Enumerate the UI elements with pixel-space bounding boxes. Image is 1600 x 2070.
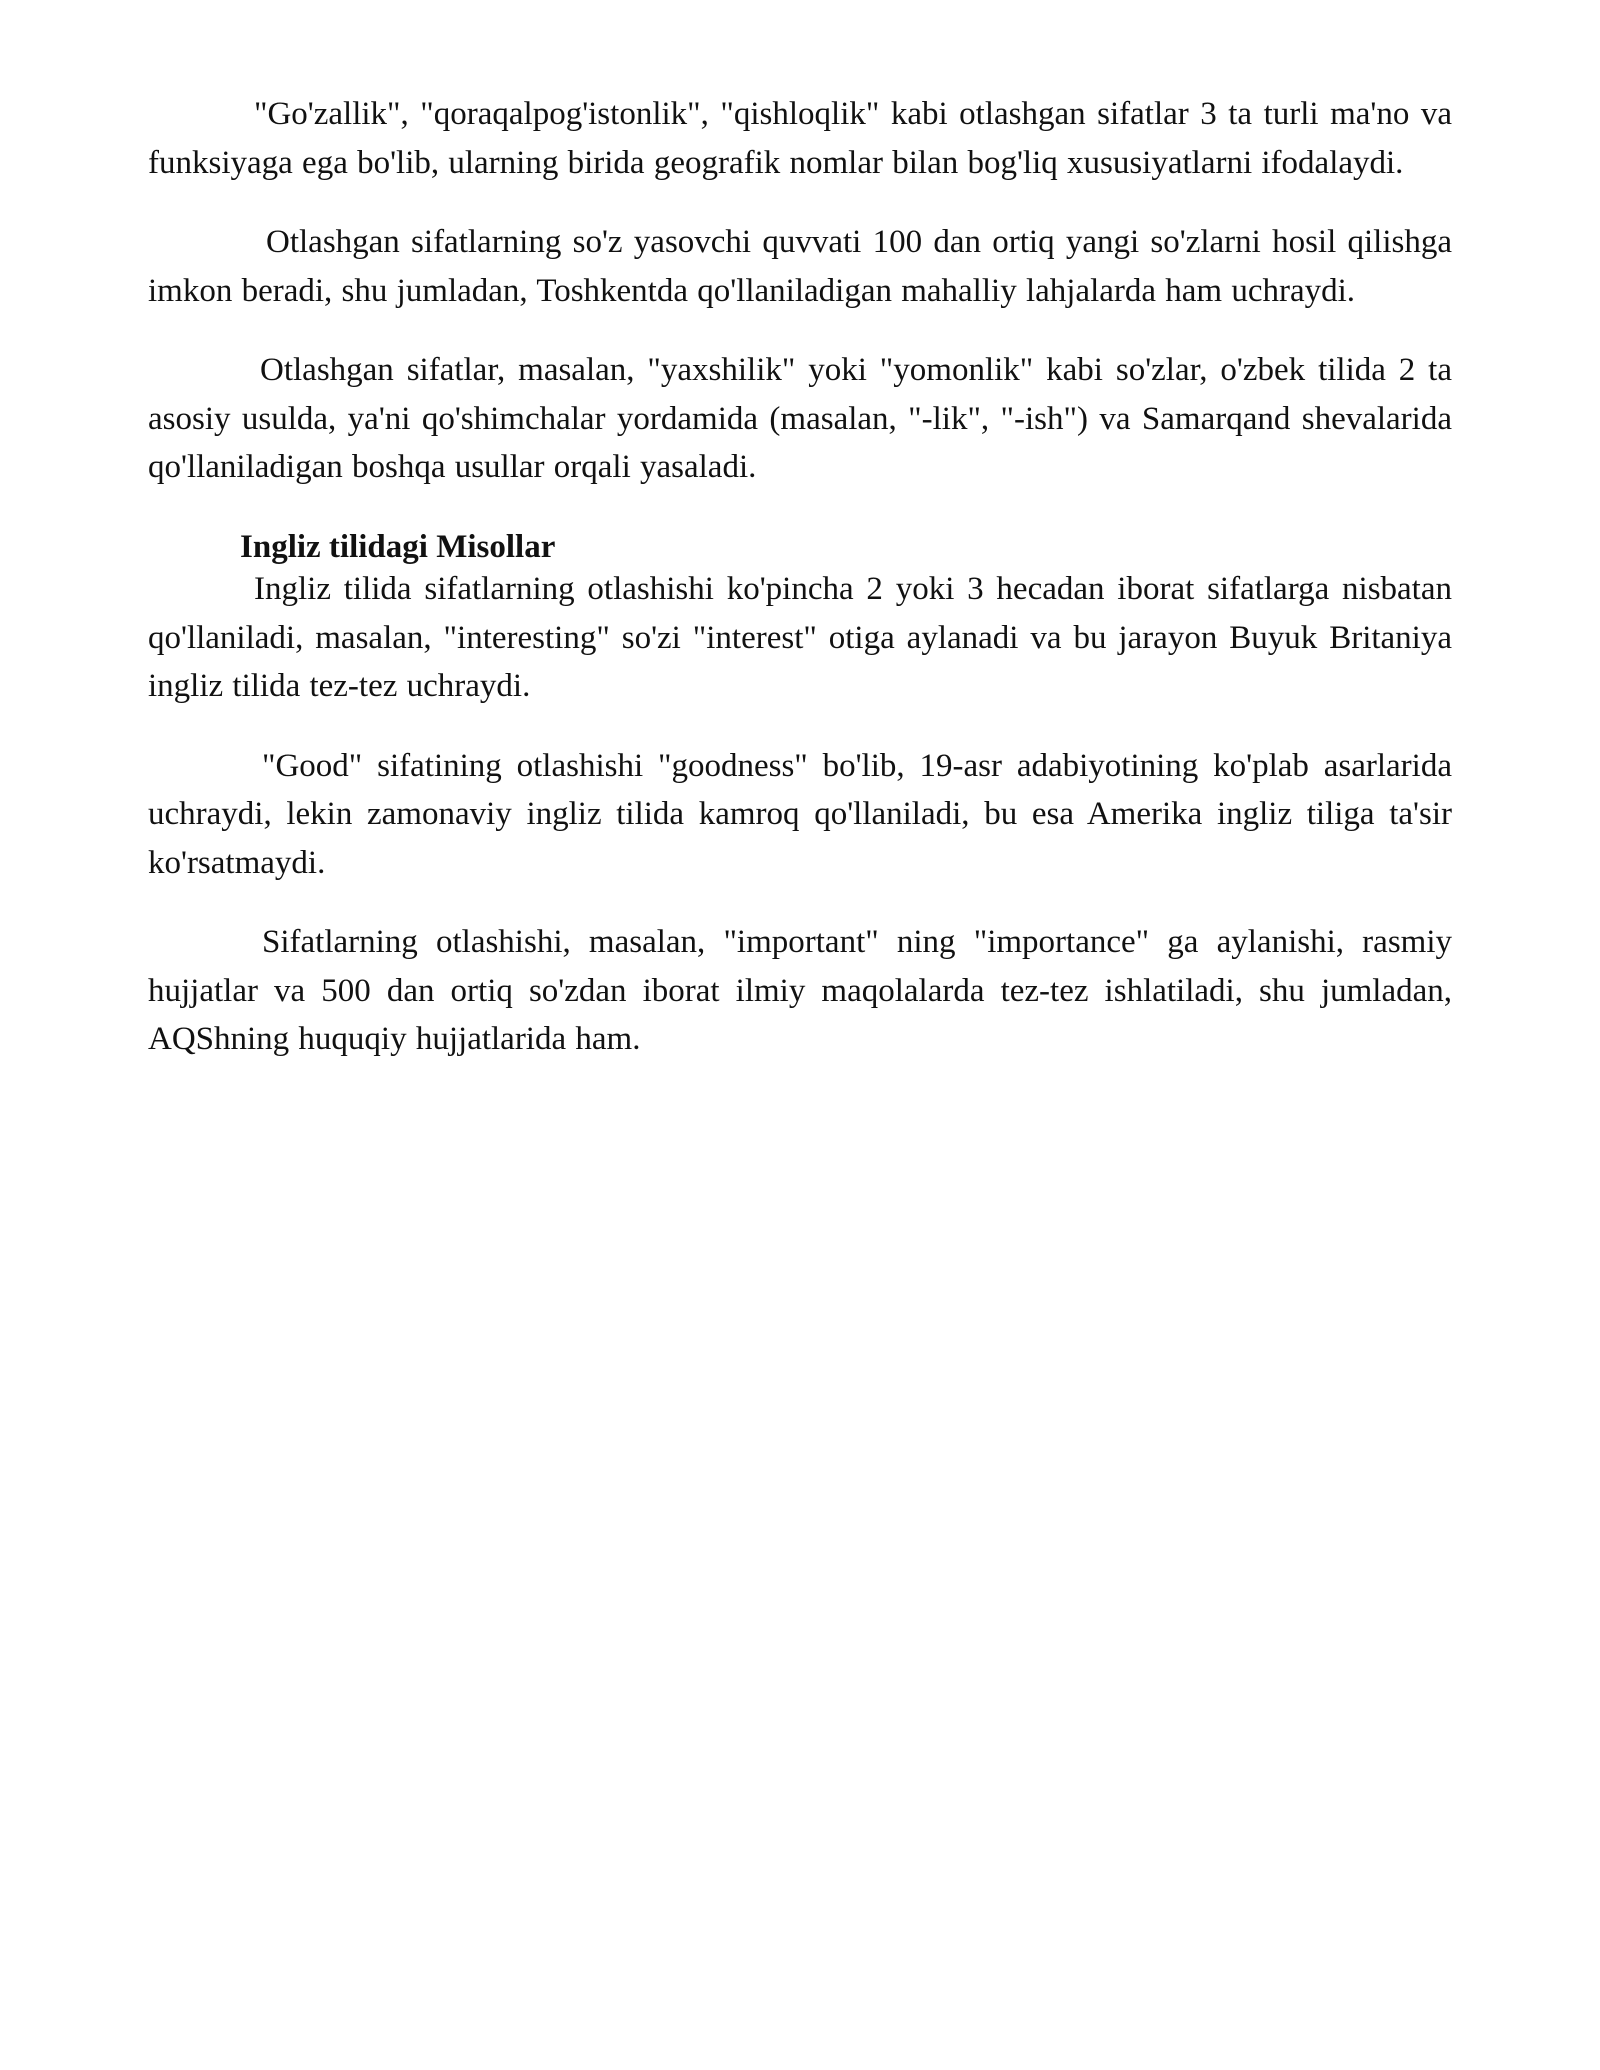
paragraph-interesting-example: Ingliz tilida sifatlarning otlashishi ko'pincha 2 yoki 3 hecadan iborat sifatlarga nisbatan qo'llaniladi, masalan, "interesting" so'zi "interest" otiga aylanadi va bu jarayon Buyuk Britaniya ingliz tilida tez-tez uchraydi. <box>148 571 1452 704</box>
paragraph-goodness-example: "Good" sifatining otlashishi "goodness" bo'lib, 19-asr adabiyotining ko'plab asarlarida uchraydi, lekin zamonaviy ingliz tilida kamroq qo'llaniladi, bu esa Amerika ingliz tiliga ta'sir ko'rsatmaydi. <box>148 747 1452 881</box>
paragraph-yasalish-usullari: Otlashgan sifatlar, masalan, "yaxshilik" yoki "yomonlik" kabi so'zlar, o'zbek tilida 2 ta asosiy usulda, ya'ni qo'shimchalar yordamida (masalan, "-lik", "-ish") va Samarqand shevalarida qo'llaniladigan boshqa usullar orqali yasaladi. <box>148 352 1452 485</box>
section-heading: Ingliz tilidagi Misollar <box>240 528 556 565</box>
paragraph-soz-yasovchi-quvvat: Otlashgan sifatlarning so'z yasovchi quvvati 100 dan ortiq yangi so'zlarni hosil qilishga imkon beradi, shu jumladan, Toshkentda qo'llaniladigan mahalliy lahjalarda ham uchraydi. <box>148 224 1452 309</box>
document-body <box>148 90 1452 1095</box>
paragraph-importance-example: Sifatlarning otlashishi, masalan, "important" ning "importance" ga aylanishi, rasmiy hujjatlar va 500 dan ortiq so'zdan iborat ilmiy maqolalarda tez-tez ishlatiladi, shu jumladan, AQShning huquqiy hujjatlarida ham. <box>148 924 1452 1057</box>
paragraph-otlashgan-sifatlar-turlari: "Go'zallik", "qoraqalpog'istonlik", "qishloqlik" kabi otlashgan sifatlar 3 ta turli ma'no va funksiyaga ega bo'lib, ularning birida geografik nomlar bilan bog'liq xususiyatlarni ifodalaydi. <box>148 96 1452 181</box>
